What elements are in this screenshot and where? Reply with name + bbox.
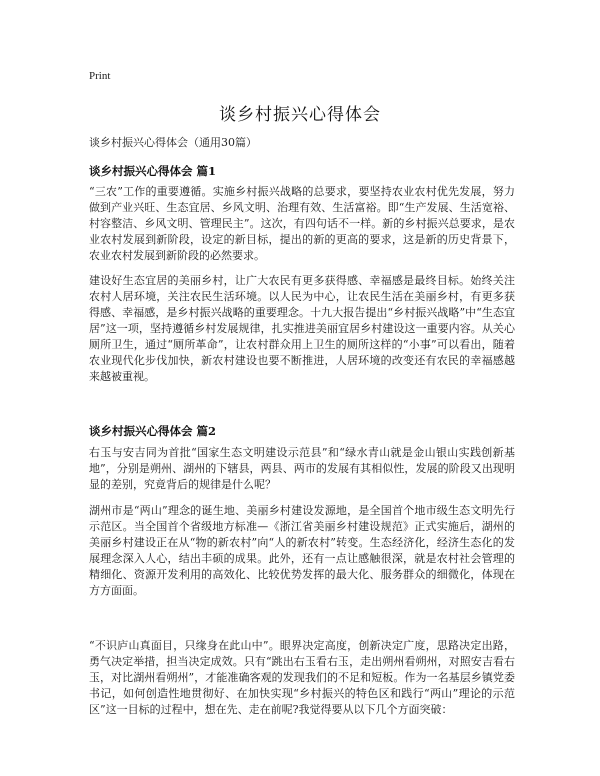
section-2-paragraph-1: 右玉与安吉同为首批“国家生态文明建设示范县”和“绿水青山就是金山银山实践创新基地”，分别是朔州、湖州的下辖县，两县、两市的发展有其相似性，发展的阶段又出现明显的差别，究竟背后的规律是什么呢？ [89, 446, 515, 491]
document-subtitle: 谈乡村振兴心得体会（通用30篇） [89, 136, 257, 149]
section-heading-1: 谈乡村振兴心得体会 篇1 [89, 164, 217, 178]
section-1-paragraph-2: 建设好生态宜居的美丽乡村，让广大农民有更多获得感、幸福感是最终目标。始终关注农村人居环境，关注农民生活环境。以人民为中心，让农民生活在美丽乡村，有更多获得感、幸福感，是乡村振兴战略的重要理念。十九大报告提出“乡村振兴战略”中“生态宜居”这一项，坚持遵循乡村发展规律，扎实推进美丽宜居乡村建设这一重要内容。从关心厕所卫生，通过“厕所革命”，让农村群众用上卫生的厕所这样的“小事”可以看出，随着农业现代化步伐加快，新农村建设也要不断推进，人居环境的改变还有农民的幸福感越来越被重视。 [89, 274, 515, 383]
section-2-paragraph-3: “不识庐山真面目，只缘身在此山中”。眼界决定高度，创新决定广度，思路决定出路，勇气决定举措，担当决定成效。只有“跳出右玉看右玉，走出朔州看朔州，对照安吉看右玉，对比湖州看朔州”，才能准确客观的发现我们的不足和短板。作为一名基层乡镇党委书记，如何创造性地贯彻好、在加快实现“乡村振兴的特色区和践行“两山”理论的示范区”这一目标的过程中，想在先、走在前呢?我觉得要从以下几个方面突破： [89, 639, 515, 716]
section-2-paragraph-2: 湖州市是“两山”理念的诞生地、美丽乡村建设发源地，是全国首个地市级生态文明先行示范区。当全国首个省级地方标准—《浙江省美丽乡村建设规范》正式实施后，湖州的美丽乡村建设正在从“物的新农村”向“人的新农村”转变。生态经济化，经济生态化的发展理念深入人心，结出丰硕的成果。此外，还有一点让感触很深，就是农村社会管理的精细化、资源开发利用的高效化、比较优势发挥的最大化、服务群众的细微化，体现在方方面面。 [89, 504, 515, 597]
print-link[interactable]: Print [89, 70, 111, 82]
section-1-paragraph-1: “三农”工作的重要遵循。实施乡村振兴战略的总要求，要坚持农业农村优先发展，努力做到产业兴旺、生态宜居、乡风文明、治理有效、生活富裕。即“生产发展、生活宽裕、村容整洁、乡风文明、管理民主”。这次，有四句话不一样。新的乡村振兴总要求，是农业农村发展到新阶段，设定的新目标，提出的新的更高的要求，这是新的历史背景下，农业农村发展到新阶段的必然要求。 [89, 185, 515, 262]
section-heading-2: 谈乡村振兴心得体会 篇2 [89, 424, 217, 438]
page-title: 谈乡村振兴心得体会 [219, 105, 381, 125]
